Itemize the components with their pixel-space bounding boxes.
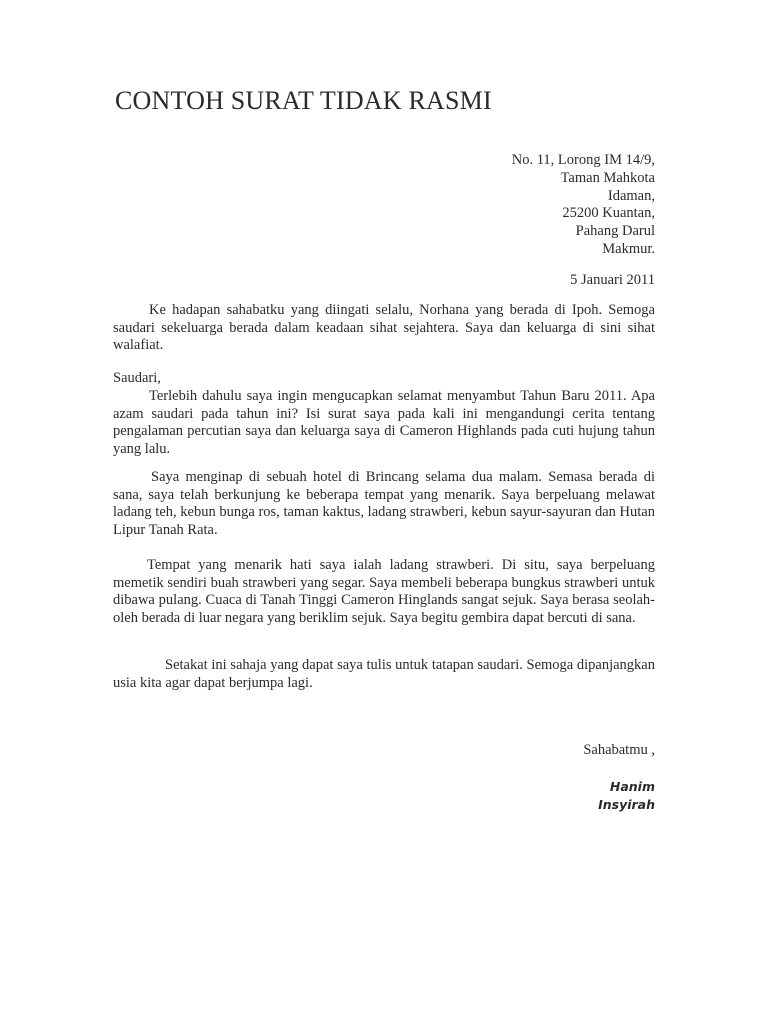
closing-paragraph: Setakat ini sahaja yang dapat saya tulis untuk tatapan saudari. Semoga dipanjangkan usia kita agar dapat berjumpa lagi.	[113, 657, 655, 691]
body-paragraph-intro: Terlebih dahulu saya ingin mengucapkan selamat menyambut Tahun Baru 2011. Apa azam saudari pada tahun ini? Isi surat saya pada kali ini mengandungi cerita tentang pengalaman percutian saya dan keluarga saya di Cameron Highlands pada cuti hujung tahun yang lalu.	[113, 388, 655, 457]
opening-paragraph: Ke hadapan sahabatku yang diingati selalu, Norhana yang berada di Ipoh. Semoga saudari sekeluarga berada dalam keadaan sihat sejahtera. Saya dan keluarga di sini sihat walafiat.	[113, 302, 655, 354]
address-line: Pahang Darul	[575, 223, 655, 240]
signature-line: Hanim	[609, 779, 655, 794]
address-line: Taman Mahkota	[560, 169, 655, 186]
salutation: Saudari,	[113, 370, 161, 386]
closing-phrase: Sahabatmu ,	[583, 742, 655, 758]
address-line: Idaman,	[607, 187, 655, 204]
signature	[598, 778, 655, 813]
address-line: Makmur.	[602, 240, 655, 257]
address-line: No. 11, Lorong IM 14/9,	[511, 152, 655, 168]
address-line: 25200 Kuantan,	[562, 205, 655, 222]
body-paragraph-hotel: Saya menginap di sebuah hotel di Brincang selama dua malam. Semasa berada di sana, saya telah berkunjung ke beberapa tempat yang menarik. Saya berpeluang melawat ladang teh, kebun bunga ros, taman kaktus, ladang strawberi, kebun sayur-sayuran dan Hutan Lipur Tanah Rata.	[113, 469, 655, 538]
sender-address	[512, 152, 655, 259]
page-title: CONTOH SURAT TIDAK RASMI	[115, 86, 492, 115]
signature-line: Insyirah	[598, 796, 655, 812]
body-paragraph-strawberry: Tempat yang menarik hati saya ialah ladang strawberi. Di situ, saya berpeluang memetik sendiri buah strawberi yang segar. Saya membeli beberapa bungkus strawberi untuk dibawa pulang. Cuaca di Tanah Tinggi Cameron Hinglands sangat sejuk. Saya berasa seolah-oleh berada di luar negara yang beriklim sejuk. Saya begitu gembira dapat bercuti di sana.	[113, 557, 655, 626]
letter-date: 5 Januari 2011	[570, 272, 655, 288]
